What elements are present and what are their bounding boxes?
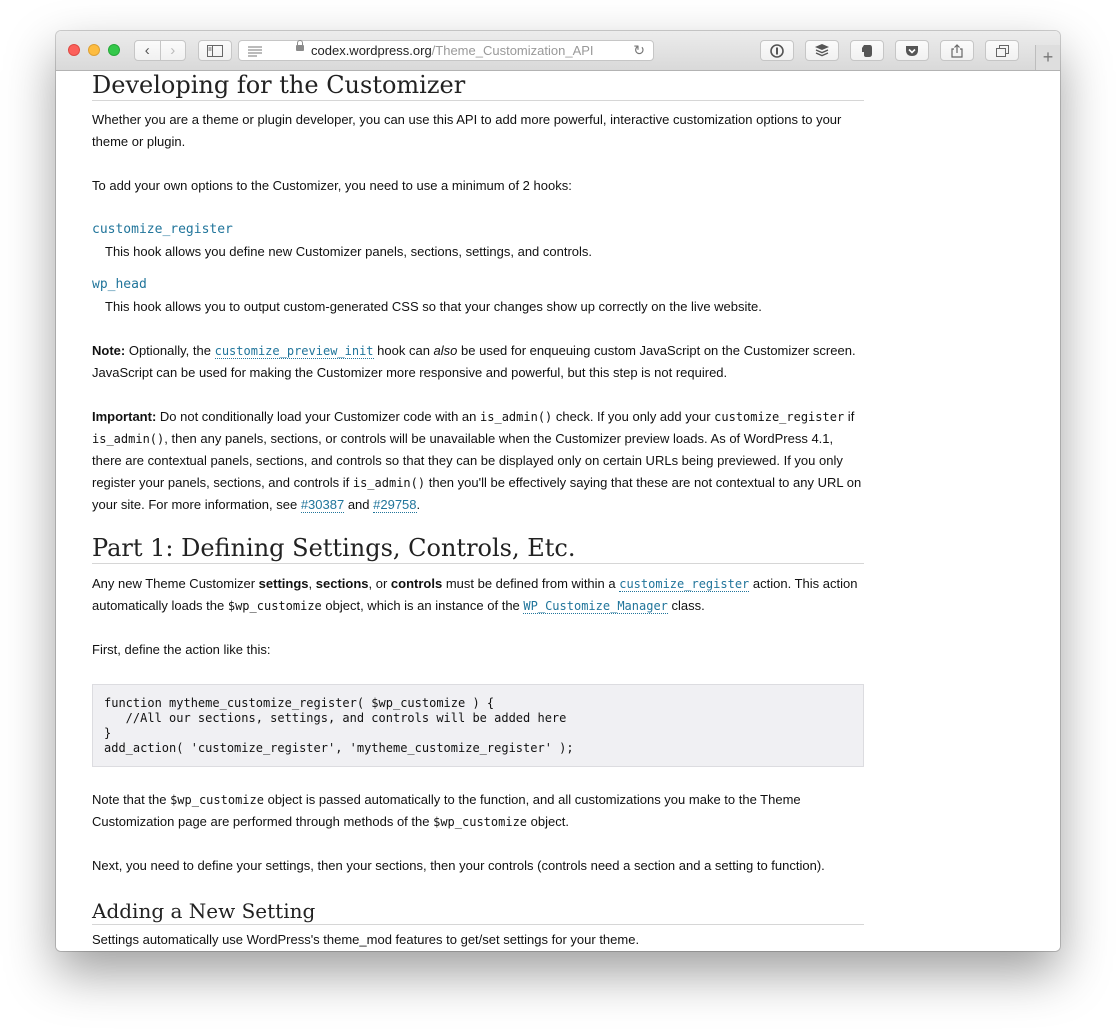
important-label: Important: bbox=[92, 409, 157, 424]
hook-term: customize_register bbox=[92, 222, 233, 237]
note-text: Optionally, the bbox=[125, 343, 215, 358]
heading-developing: Developing for the Customizer bbox=[92, 71, 864, 101]
part1-text: class. bbox=[667, 598, 705, 613]
hook-term: wp_head bbox=[92, 277, 147, 292]
evernote-button[interactable] bbox=[850, 40, 884, 61]
address-bar[interactable] bbox=[238, 40, 654, 61]
note2-text: object. bbox=[527, 814, 569, 829]
zoom-window-button[interactable] bbox=[108, 44, 120, 56]
back-icon[interactable]: ‹ bbox=[144, 42, 150, 59]
important-text: Do not conditionally load your Customizer code with an bbox=[156, 409, 481, 424]
browser-toolbar bbox=[56, 31, 1060, 71]
bold-term: settings bbox=[258, 576, 309, 591]
1password-icon bbox=[770, 44, 784, 58]
important-paragraph bbox=[92, 406, 864, 516]
customize-preview-init-link[interactable]: customize_preview_init bbox=[214, 344, 374, 358]
wp-customize-manager-link[interactable]: WP_Customize_Manager bbox=[523, 599, 668, 613]
reader-icon[interactable] bbox=[247, 44, 263, 58]
hook-customize-register bbox=[92, 219, 864, 263]
evernote-icon bbox=[861, 44, 873, 58]
article-column bbox=[92, 71, 864, 951]
nav-buttons bbox=[134, 40, 186, 61]
browser-window bbox=[56, 31, 1060, 951]
code-block: function mytheme_customize_register( $wp_customize ) { //All our sections, settings, and controls will be added here } add_action( 'customize_register', 'mytheme_customize_register' ); bbox=[92, 684, 864, 767]
bold-term: sections bbox=[315, 576, 369, 591]
close-window-button[interactable] bbox=[68, 44, 80, 56]
reload-icon[interactable]: ↻ bbox=[633, 42, 645, 58]
part1-text: object, which is an instance of the bbox=[321, 598, 524, 613]
hook-wp-head bbox=[92, 274, 864, 318]
ticket-29758-link[interactable]: #29758 bbox=[373, 497, 417, 512]
url-text bbox=[311, 43, 594, 58]
url-host: codex.wordpress.org bbox=[311, 43, 432, 58]
part1-text: Any new Theme Customizer bbox=[92, 576, 259, 591]
note-text: be used for enqueuing custom JavaScript on the Customizer screen. JavaScript can be used for making the Customizer more responsive and powerful, but this step is not required. bbox=[92, 343, 856, 380]
1password-button[interactable] bbox=[760, 40, 794, 61]
important-text: then you'll be effectively saying that these are not contextual to any URL on your site. For more information, see bbox=[92, 475, 862, 512]
hook-description: This hook allows you to output custom-generated CSS so that your changes show up correctly on the live website. bbox=[105, 299, 762, 314]
hook-description: This hook allows you define new Customizer panels, sections, settings, and controls. bbox=[105, 244, 593, 259]
url-path: /Theme_Customization_API bbox=[431, 43, 594, 58]
part1-text: , bbox=[308, 576, 316, 591]
part1-paragraph bbox=[92, 573, 864, 617]
pocket-icon bbox=[905, 45, 919, 57]
first-define-paragraph: First, define the action like this: bbox=[92, 642, 271, 657]
minimize-window-button[interactable] bbox=[88, 44, 100, 56]
intro-paragraph: Whether you are a theme or plugin developer, you can use this API to add more powerful, interactive customization options to your theme or plugin. bbox=[92, 112, 842, 149]
important-text: , then any panels, sections, or controls will be unavailable when the Customizer preview loads. As of WordPress 4.1, there are contextual panels, sections, and controls so that they can be displayed only on certain URLs being previewed. If you only register your panels, sections, and controls if bbox=[92, 431, 843, 490]
heading-part1: Part 1: Defining Settings, Controls, Etc. bbox=[92, 534, 864, 564]
customize-register-link[interactable]: customize_register bbox=[619, 577, 750, 591]
note-text: hook can bbox=[373, 343, 434, 358]
new-tab-button[interactable] bbox=[1035, 45, 1060, 70]
important-text: check. If you only add your bbox=[552, 409, 715, 424]
share-icon bbox=[951, 44, 963, 58]
heading-adding-setting: Adding a New Setting bbox=[92, 898, 864, 925]
part1-text: action. This action automatically loads the bbox=[92, 576, 858, 613]
hooks-intro-paragraph: To add your own options to the Customizer, you need to use a minimum of 2 hooks: bbox=[92, 178, 572, 193]
note-emphasis: also bbox=[433, 343, 458, 358]
forward-icon[interactable]: › bbox=[160, 41, 186, 60]
lock-icon bbox=[296, 45, 304, 51]
wp-customize-note-paragraph bbox=[92, 789, 864, 833]
inline-code: is_admin() bbox=[480, 410, 553, 424]
important-text: and bbox=[344, 497, 374, 512]
sidebar-toggle-button[interactable] bbox=[198, 40, 232, 61]
important-text: if bbox=[844, 409, 855, 424]
inline-code: $wp_customize bbox=[170, 793, 264, 807]
pocket-button[interactable] bbox=[895, 40, 929, 61]
share-button[interactable] bbox=[940, 40, 974, 61]
note-paragraph bbox=[92, 340, 864, 384]
page-content bbox=[56, 71, 1060, 951]
ticket-30387-link[interactable]: #30387 bbox=[300, 497, 345, 512]
plus-icon: + bbox=[1042, 47, 1054, 67]
inline-code: is_admin() bbox=[92, 432, 165, 446]
tabs-icon bbox=[996, 45, 1009, 57]
part1-text: , or bbox=[368, 576, 391, 591]
note-label: Note: bbox=[92, 343, 126, 358]
important-text: . bbox=[416, 497, 421, 512]
inline-code: $wp_customize bbox=[227, 599, 322, 613]
bold-term: controls bbox=[390, 576, 443, 591]
sidebar-icon bbox=[207, 45, 223, 57]
part1-text: must be defined from within a bbox=[442, 576, 620, 591]
buffer-icon bbox=[815, 44, 829, 57]
inline-code: is_admin() bbox=[352, 476, 426, 490]
note2-text: Note that the bbox=[92, 792, 171, 807]
inline-code: customize_register bbox=[714, 410, 845, 424]
settings-paragraph: Settings automatically use WordPress's theme_mod features to get/set settings for your theme. bbox=[92, 932, 640, 947]
show-tabs-button[interactable] bbox=[985, 40, 1019, 61]
note2-text: object is passed automatically to the function, and all customizations you make to the Theme Customization page are performed through methods of the bbox=[92, 792, 801, 829]
buffer-button[interactable] bbox=[805, 40, 839, 61]
next-paragraph: Next, you need to define your settings, then your sections, then your controls (controls need a section and a setting to function). bbox=[92, 858, 825, 873]
inline-code: $wp_customize bbox=[433, 815, 528, 829]
